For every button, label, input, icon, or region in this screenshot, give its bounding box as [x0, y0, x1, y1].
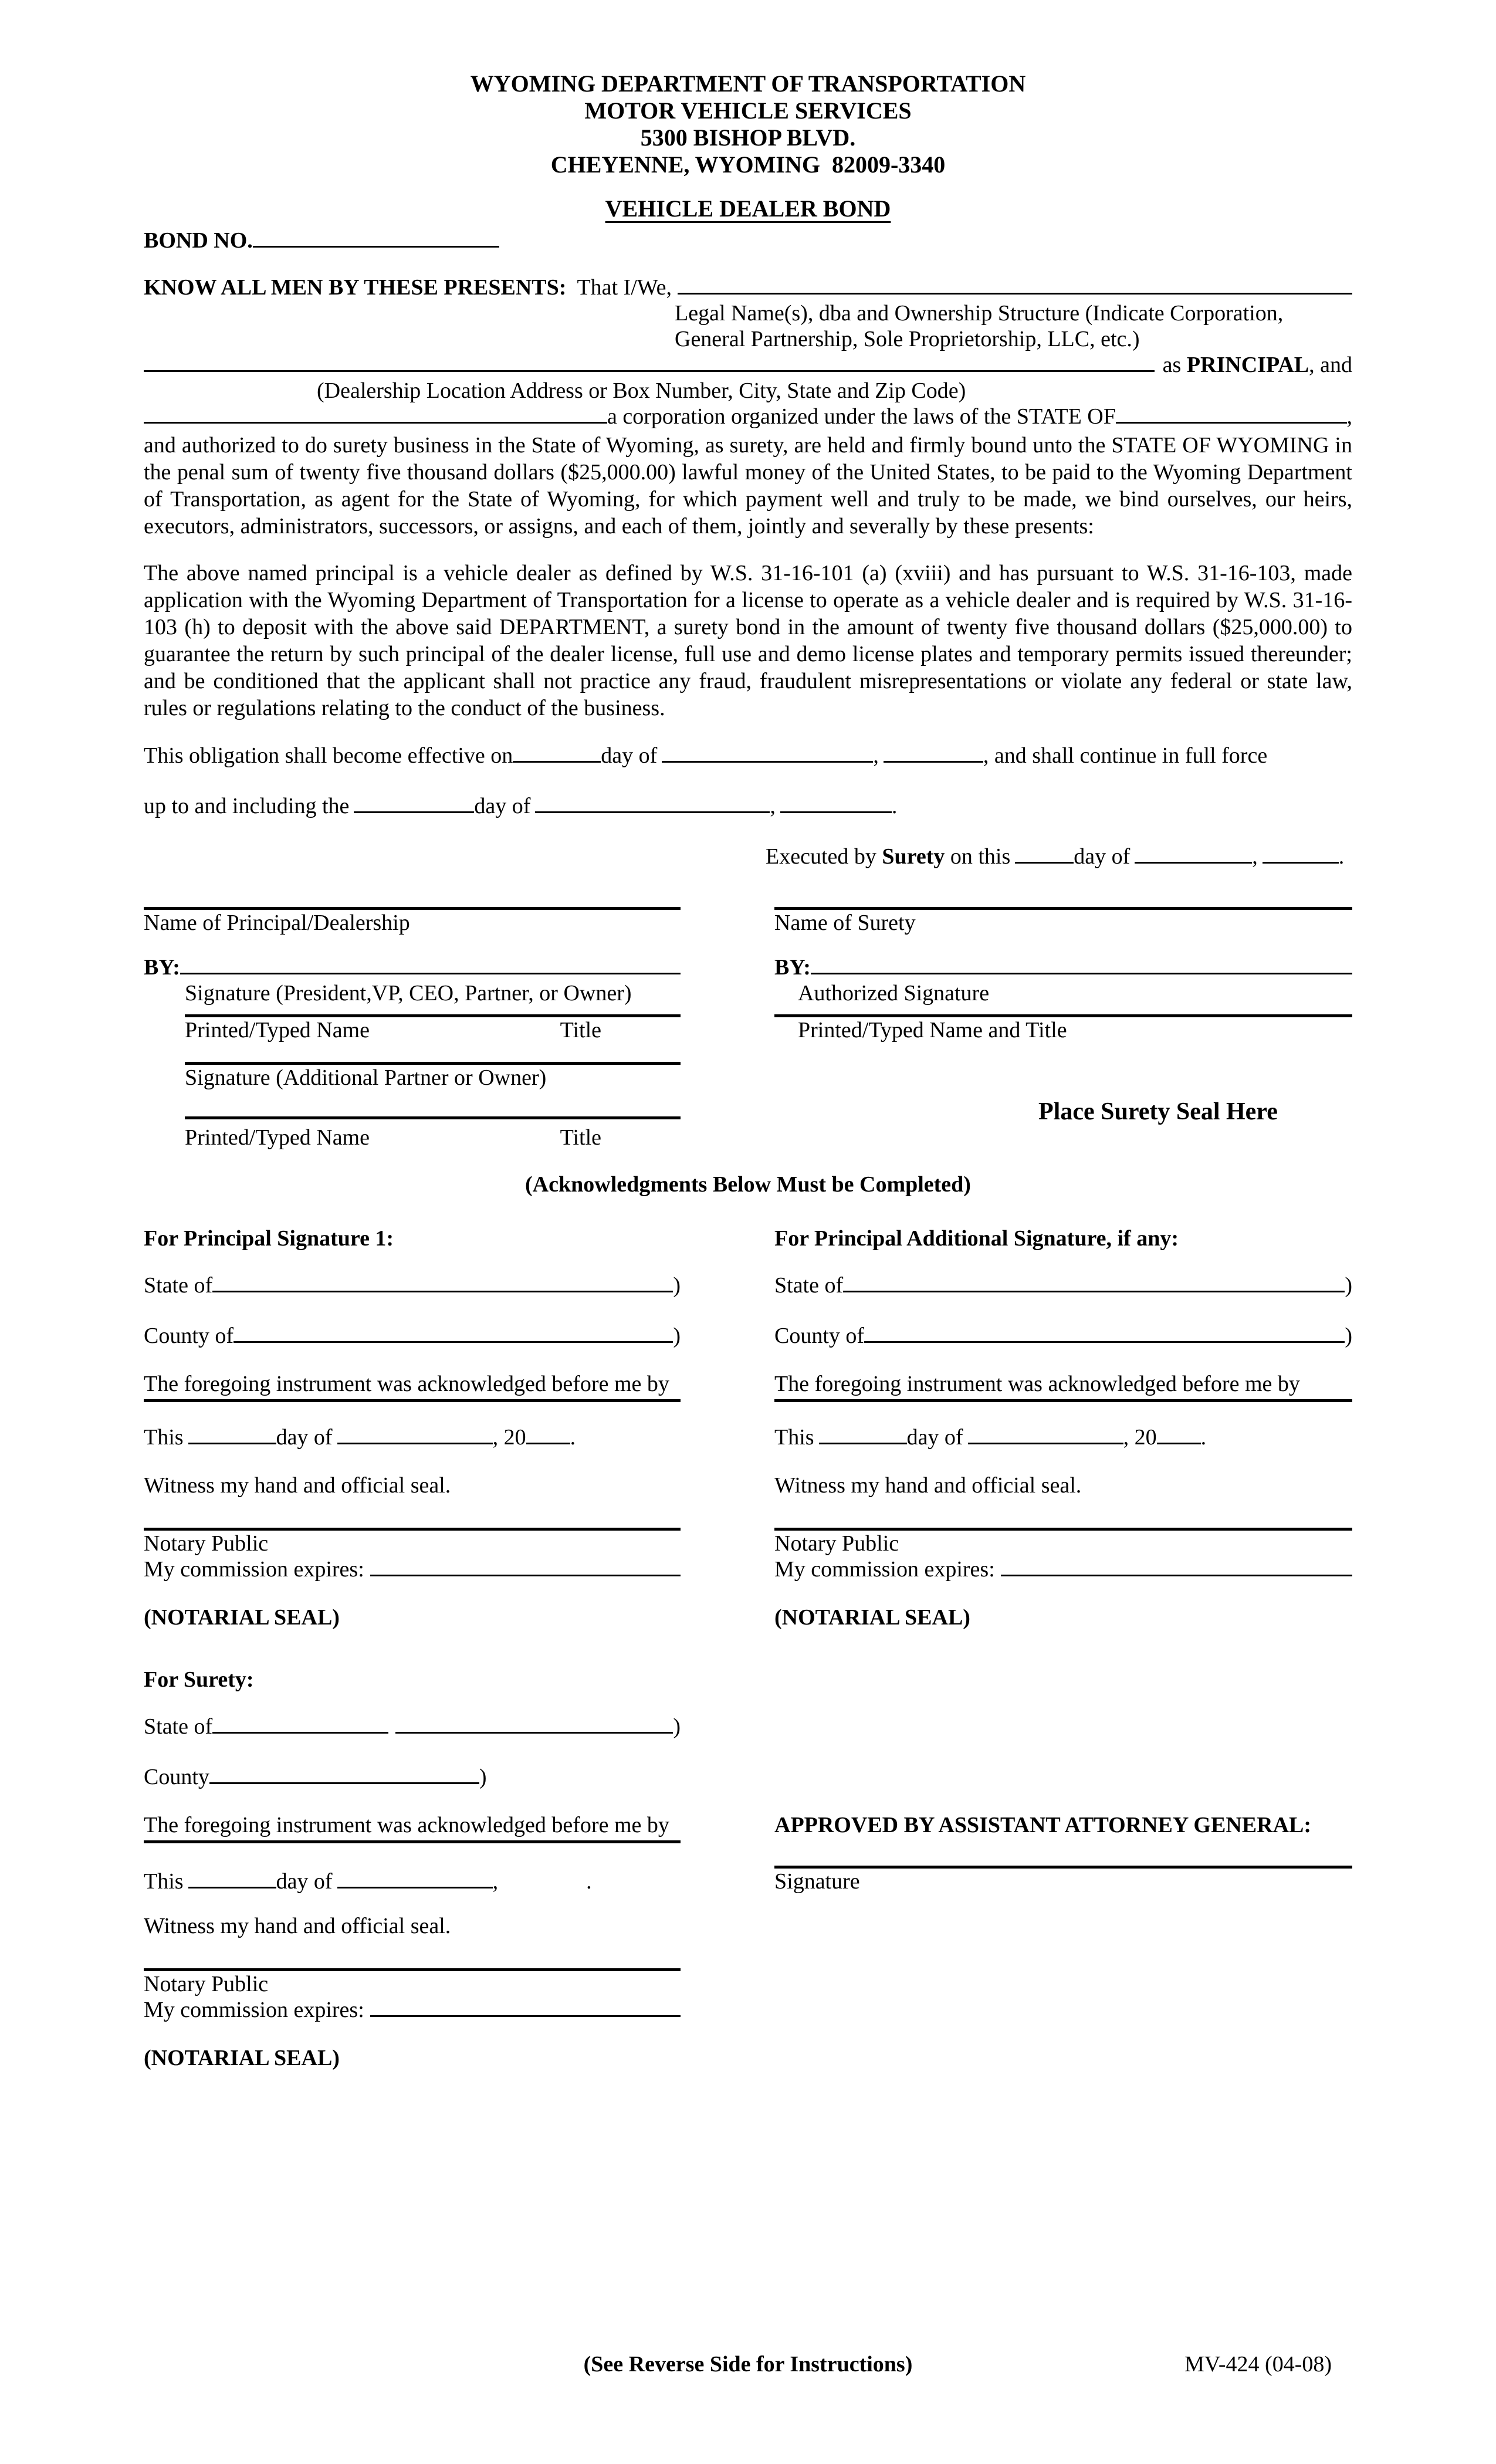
bond-number-row — [144, 228, 1352, 253]
surety-state-label: State of — [144, 1714, 213, 1739]
ack1-notary-label: Notary Public — [144, 1531, 269, 1556]
ack2-notarial-seal: (NOTARIAL SEAL) — [774, 1605, 970, 1630]
expire-month-blank[interactable] — [535, 796, 770, 813]
footer — [0, 2351, 1496, 2377]
presents-row — [144, 275, 1352, 300]
printed2-line-row — [144, 1099, 1352, 1125]
surety-county-row — [144, 1764, 1352, 1790]
surety-witness-row — [144, 1913, 1352, 1939]
agency-header — [144, 70, 1352, 178]
expire-comma: , — [770, 794, 776, 818]
sig-name-labels — [144, 910, 1352, 936]
executed-day-blank[interactable] — [1015, 847, 1074, 864]
as-text: as — [1162, 353, 1182, 377]
surety-day-blank[interactable] — [188, 1871, 276, 1888]
principal-title-label: Title — [560, 1018, 601, 1043]
surety-foregoing: The foregoing instrument was acknowledged before me by — [144, 1813, 669, 1837]
form-title: VEHICLE DEALER BOND — [605, 195, 891, 222]
ack-foregoing-row — [144, 1371, 1352, 1397]
bond-paragraph-2: The above named principal is a vehicle dealer as defined by W.S. 31-16-101 (a) (xviii) and has pursuant to W.S. 31-16-103, made application with the Wyoming Department of Transportation for a license to operate as a vehicle dealer and is required by W.S. 31-16-103 (h) to deposit with the above said DEPARTMENT, a surety bond in the amount of twenty five thousand dollars ($25,000.00) to guarantee the return by such principal of the dealer license, full use and demo license plates and temporary permits issued thereunder; and be conditioned that the applicant shall not practice any fraud, fraudulent misrepresentations or violate any federal or state law, rules or regulations relating to the conduct of the business. — [144, 561, 1352, 720]
effective-dayof: day of — [601, 743, 658, 768]
ack2-period: . — [1200, 1425, 1207, 1450]
approval-signature-label: Signature — [774, 1869, 860, 1894]
presents-lead: That I/We, — [577, 275, 672, 300]
sig2-caption-row — [144, 1065, 1352, 1091]
surety-notary-label-row — [144, 1971, 1352, 1997]
surety-ackby-line[interactable] — [144, 1840, 681, 1843]
surety-foregoing-row — [144, 1812, 1352, 1838]
agency-name: WYOMING DEPARTMENT OF TRANSPORTATION — [470, 70, 1026, 97]
surety-state-blank-1[interactable] — [212, 1717, 388, 1734]
principal-title2-label: Title — [560, 1125, 601, 1150]
surety-dayof: day of — [276, 1869, 333, 1894]
surety-commission-label: My commission expires: — [144, 1998, 364, 2022]
principal-by-label: BY: — [144, 955, 180, 980]
executed-dayof: day of — [1074, 844, 1131, 869]
surety-county-blank[interactable] — [209, 1767, 479, 1784]
effective-day-blank[interactable] — [513, 746, 601, 763]
ack1-month-blank[interactable] — [337, 1427, 493, 1444]
ack2-witness: Witness my hand and official seal. — [774, 1473, 1082, 1498]
executed-post: on this — [950, 844, 1011, 869]
executed-period: . — [1338, 844, 1345, 869]
ack2-commission-blank[interactable] — [1001, 1559, 1352, 1576]
state-of-incorporation-blank[interactable] — [1116, 407, 1347, 424]
executed-row — [144, 844, 1352, 869]
form-title-row — [144, 196, 1352, 222]
bond-number-label: BOND NO. — [144, 228, 253, 253]
by-row — [144, 955, 1352, 980]
expire-day-blank[interactable] — [354, 796, 474, 813]
ack1-period: . — [570, 1425, 576, 1450]
principal-by-blank[interactable] — [180, 957, 681, 974]
ack1-notarial-seal: (NOTARIAL SEAL) — [144, 1605, 340, 1630]
ack-title-row — [144, 1226, 1352, 1251]
effective-month-blank[interactable] — [662, 746, 873, 763]
footer-form-number: MV-424 (04-08) — [1184, 2352, 1332, 2377]
ack1-witness: Witness my hand and official seal. — [144, 1473, 451, 1498]
surety-commission-row — [144, 1997, 1352, 2023]
ack2-day-blank[interactable] — [819, 1427, 907, 1444]
expire-dayof: day of — [474, 794, 531, 818]
surety-seal-instruction: Place Surety Seal Here — [1038, 1098, 1278, 1125]
ack1-county-blank[interactable] — [233, 1326, 673, 1343]
effective-cont: , and shall continue in full force — [983, 743, 1268, 768]
surety-period: . — [586, 1869, 592, 1894]
ack2-dayof: day of — [906, 1425, 963, 1450]
ack-ackby-line-row — [144, 1399, 1352, 1402]
surety-printed-label: Printed/Typed Name and Title — [798, 1018, 1067, 1043]
expire-year-blank[interactable] — [780, 796, 892, 813]
ack-county-row — [144, 1323, 1352, 1349]
expire-period: . — [891, 794, 898, 818]
effective-lead: This obligation shall become effective on — [144, 743, 513, 768]
principal-row — [144, 352, 1352, 378]
executed-surety: Surety — [882, 844, 945, 869]
ack1-commission-blank[interactable] — [370, 1559, 681, 1576]
presents-label: KNOW ALL MEN BY THESE PRESENTS: — [144, 275, 567, 300]
bond-number-blank[interactable] — [253, 231, 499, 248]
surety-ackby-line-row — [144, 1840, 1352, 1843]
sig-caption-row — [144, 980, 1352, 1006]
ack2-month-blank[interactable] — [968, 1427, 1123, 1444]
corporation-text: a corporation organized under the laws of the STATE OF — [607, 404, 1116, 429]
executed-year-blank[interactable] — [1263, 847, 1339, 864]
ack1-county-paren: ) — [673, 1324, 681, 1348]
ack1-dayof: day of — [276, 1425, 333, 1450]
ack2-year-blank[interactable] — [1157, 1427, 1201, 1444]
surety-seal-row — [144, 2045, 1352, 2071]
ack-notary-label-row — [144, 1531, 1352, 1556]
ack1-year-blank[interactable] — [526, 1427, 570, 1444]
executed-pre: Executed by — [766, 844, 876, 869]
approval-title: APPROVED BY ASSISTANT ATTORNEY GENERAL: — [774, 1813, 1312, 1837]
ack2-county-label: County of — [774, 1324, 865, 1348]
agency-division: MOTOR VEHICLE SERVICES — [584, 97, 912, 124]
dealership-address-blank[interactable] — [144, 355, 1155, 372]
printed2-label-row — [144, 1125, 1352, 1150]
surety-state-row — [144, 1714, 1352, 1739]
surety-name-label: Name of Surety — [774, 911, 916, 935]
executed-month-blank[interactable] — [1135, 847, 1252, 864]
surety-ack-title: For Surety: — [144, 1667, 254, 1692]
surety-notarial-seal: (NOTARIAL SEAL) — [144, 2046, 340, 2070]
printed-label-row — [144, 1017, 1352, 1043]
legal-name-caption-2: General Partnership, Sole Proprietorship, LLC, etc.) — [675, 327, 1140, 351]
corp-comma: , — [1346, 404, 1352, 429]
ack1-foregoing: The foregoing instrument was acknowledged before me by — [144, 1372, 669, 1396]
surety-witness: Witness my hand and official seal. — [144, 1914, 451, 1938]
surety-notary-label: Notary Public — [144, 1972, 269, 1996]
principal-word: PRINCIPAL — [1186, 353, 1309, 377]
ack2-state-blank[interactable] — [843, 1275, 1345, 1292]
executed-comma: , — [1252, 844, 1258, 869]
surety-state-paren: ) — [673, 1714, 681, 1739]
expire-lead: up to and including the — [144, 794, 350, 818]
surety-commission-blank[interactable] — [370, 2000, 681, 2017]
ack-state-row — [144, 1272, 1352, 1298]
agency-address: 5300 BISHOP BLVD. — [640, 124, 856, 151]
surety-date-row — [144, 1866, 1352, 1894]
and-text: , and — [1309, 353, 1352, 377]
effective-row-1 — [144, 743, 1352, 769]
ack1-county-label: County of — [144, 1324, 234, 1348]
ack1-state-paren: ) — [673, 1273, 681, 1298]
ack2-notary-label: Notary Public — [774, 1531, 899, 1556]
surety-state-blank-2[interactable] — [395, 1717, 673, 1734]
surety-this: This — [144, 1869, 184, 1894]
ack2-county-blank[interactable] — [864, 1326, 1345, 1343]
footer-instructions: (See Reverse Side for Instructions) — [583, 2352, 913, 2377]
ack1-year-prefix: , 20 — [492, 1425, 526, 1450]
ack2-this: This — [774, 1425, 814, 1450]
ack1-day-blank[interactable] — [188, 1427, 276, 1444]
ack-witness-row — [144, 1473, 1352, 1498]
dealership-caption: (Dealership Location Address or Box Number, City, State and Zip Code) — [317, 378, 966, 403]
ack2-foregoing: The foregoing instrument was acknowledged before me by — [774, 1372, 1300, 1396]
ack2-county-paren: ) — [1345, 1324, 1352, 1348]
surety-county-paren: ) — [479, 1765, 487, 1789]
effective-row-2 — [144, 793, 1352, 819]
ack1-ackby-line[interactable] — [144, 1399, 681, 1402]
ack1-this: This — [144, 1425, 184, 1450]
ack-seal-row — [144, 1605, 1352, 1630]
ack1-commission-label: My commission expires: — [144, 1557, 364, 1582]
principal-printed-label: Printed/Typed Name — [185, 1018, 370, 1043]
surety-ack-title-row — [144, 1667, 1352, 1693]
principal-sig2-caption: Signature (Additional Partner or Owner) — [185, 1065, 547, 1090]
agency-city: CHEYENNE, WYOMING 82009-3340 — [550, 151, 946, 178]
surety-by-label: BY: — [774, 955, 811, 980]
surety-comma: , — [492, 1869, 499, 1894]
legal-name-blank[interactable] — [678, 277, 1352, 295]
ack1-state-blank[interactable] — [212, 1275, 673, 1292]
ack-principal1-title: For Principal Signature 1: — [144, 1226, 394, 1251]
ack1-state-label: State of — [144, 1273, 213, 1298]
ack2-state-label: State of — [774, 1273, 844, 1298]
surety-county-label: County — [144, 1765, 209, 1789]
ack2-ackby-line[interactable] — [774, 1399, 1352, 1402]
ack2-state-paren: ) — [1345, 1273, 1352, 1298]
ack2-year-prefix: , 20 — [1123, 1425, 1157, 1450]
ack-principal2-title: For Principal Additional Signature, if any: — [774, 1226, 1179, 1251]
ack2-commission-label: My commission expires: — [774, 1557, 995, 1582]
surety-month-blank[interactable] — [337, 1871, 493, 1888]
principal-printed2-label: Printed/Typed Name — [185, 1125, 370, 1150]
surety-company-blank[interactable] — [144, 407, 607, 424]
principal-printed2-line[interactable] — [185, 1116, 681, 1119]
principal-sig-caption: Signature (President,VP, CEO, Partner, or Owner) — [185, 981, 632, 1006]
corporation-row — [144, 404, 1352, 429]
effective-comma: , — [873, 743, 879, 768]
ack-date-row — [144, 1424, 1352, 1450]
legal-name-caption-1: Legal Name(s), dba and Ownership Structure (Indicate Corporation, — [675, 301, 1284, 326]
surety-sig-caption: Authorized Signature — [798, 981, 990, 1006]
ack-commission-row — [144, 1556, 1352, 1582]
surety-by-blank[interactable] — [811, 957, 1352, 974]
principal-name-label: Name of Principal/Dealership — [144, 911, 410, 935]
ack-note: (Acknowledgments Below Must be Completed) — [525, 1172, 971, 1197]
effective-year-blank[interactable] — [884, 746, 983, 763]
bond-paragraph-1: and authorized to do surety business in the State of Wyoming, as surety, are held and firmly bound unto the STATE OF WYOMING in the penal sum of twenty five thousand dollars ($25,000.00) lawful money of the United States, to be paid to the Wyoming Department of Transportation, as agent for the State of Wyoming, for which payment well and truly to be made, we bind ourselves, our heirs, executors, administrators, successors, or assigns, and each of them, jointly and severally by these presents: — [144, 433, 1352, 539]
